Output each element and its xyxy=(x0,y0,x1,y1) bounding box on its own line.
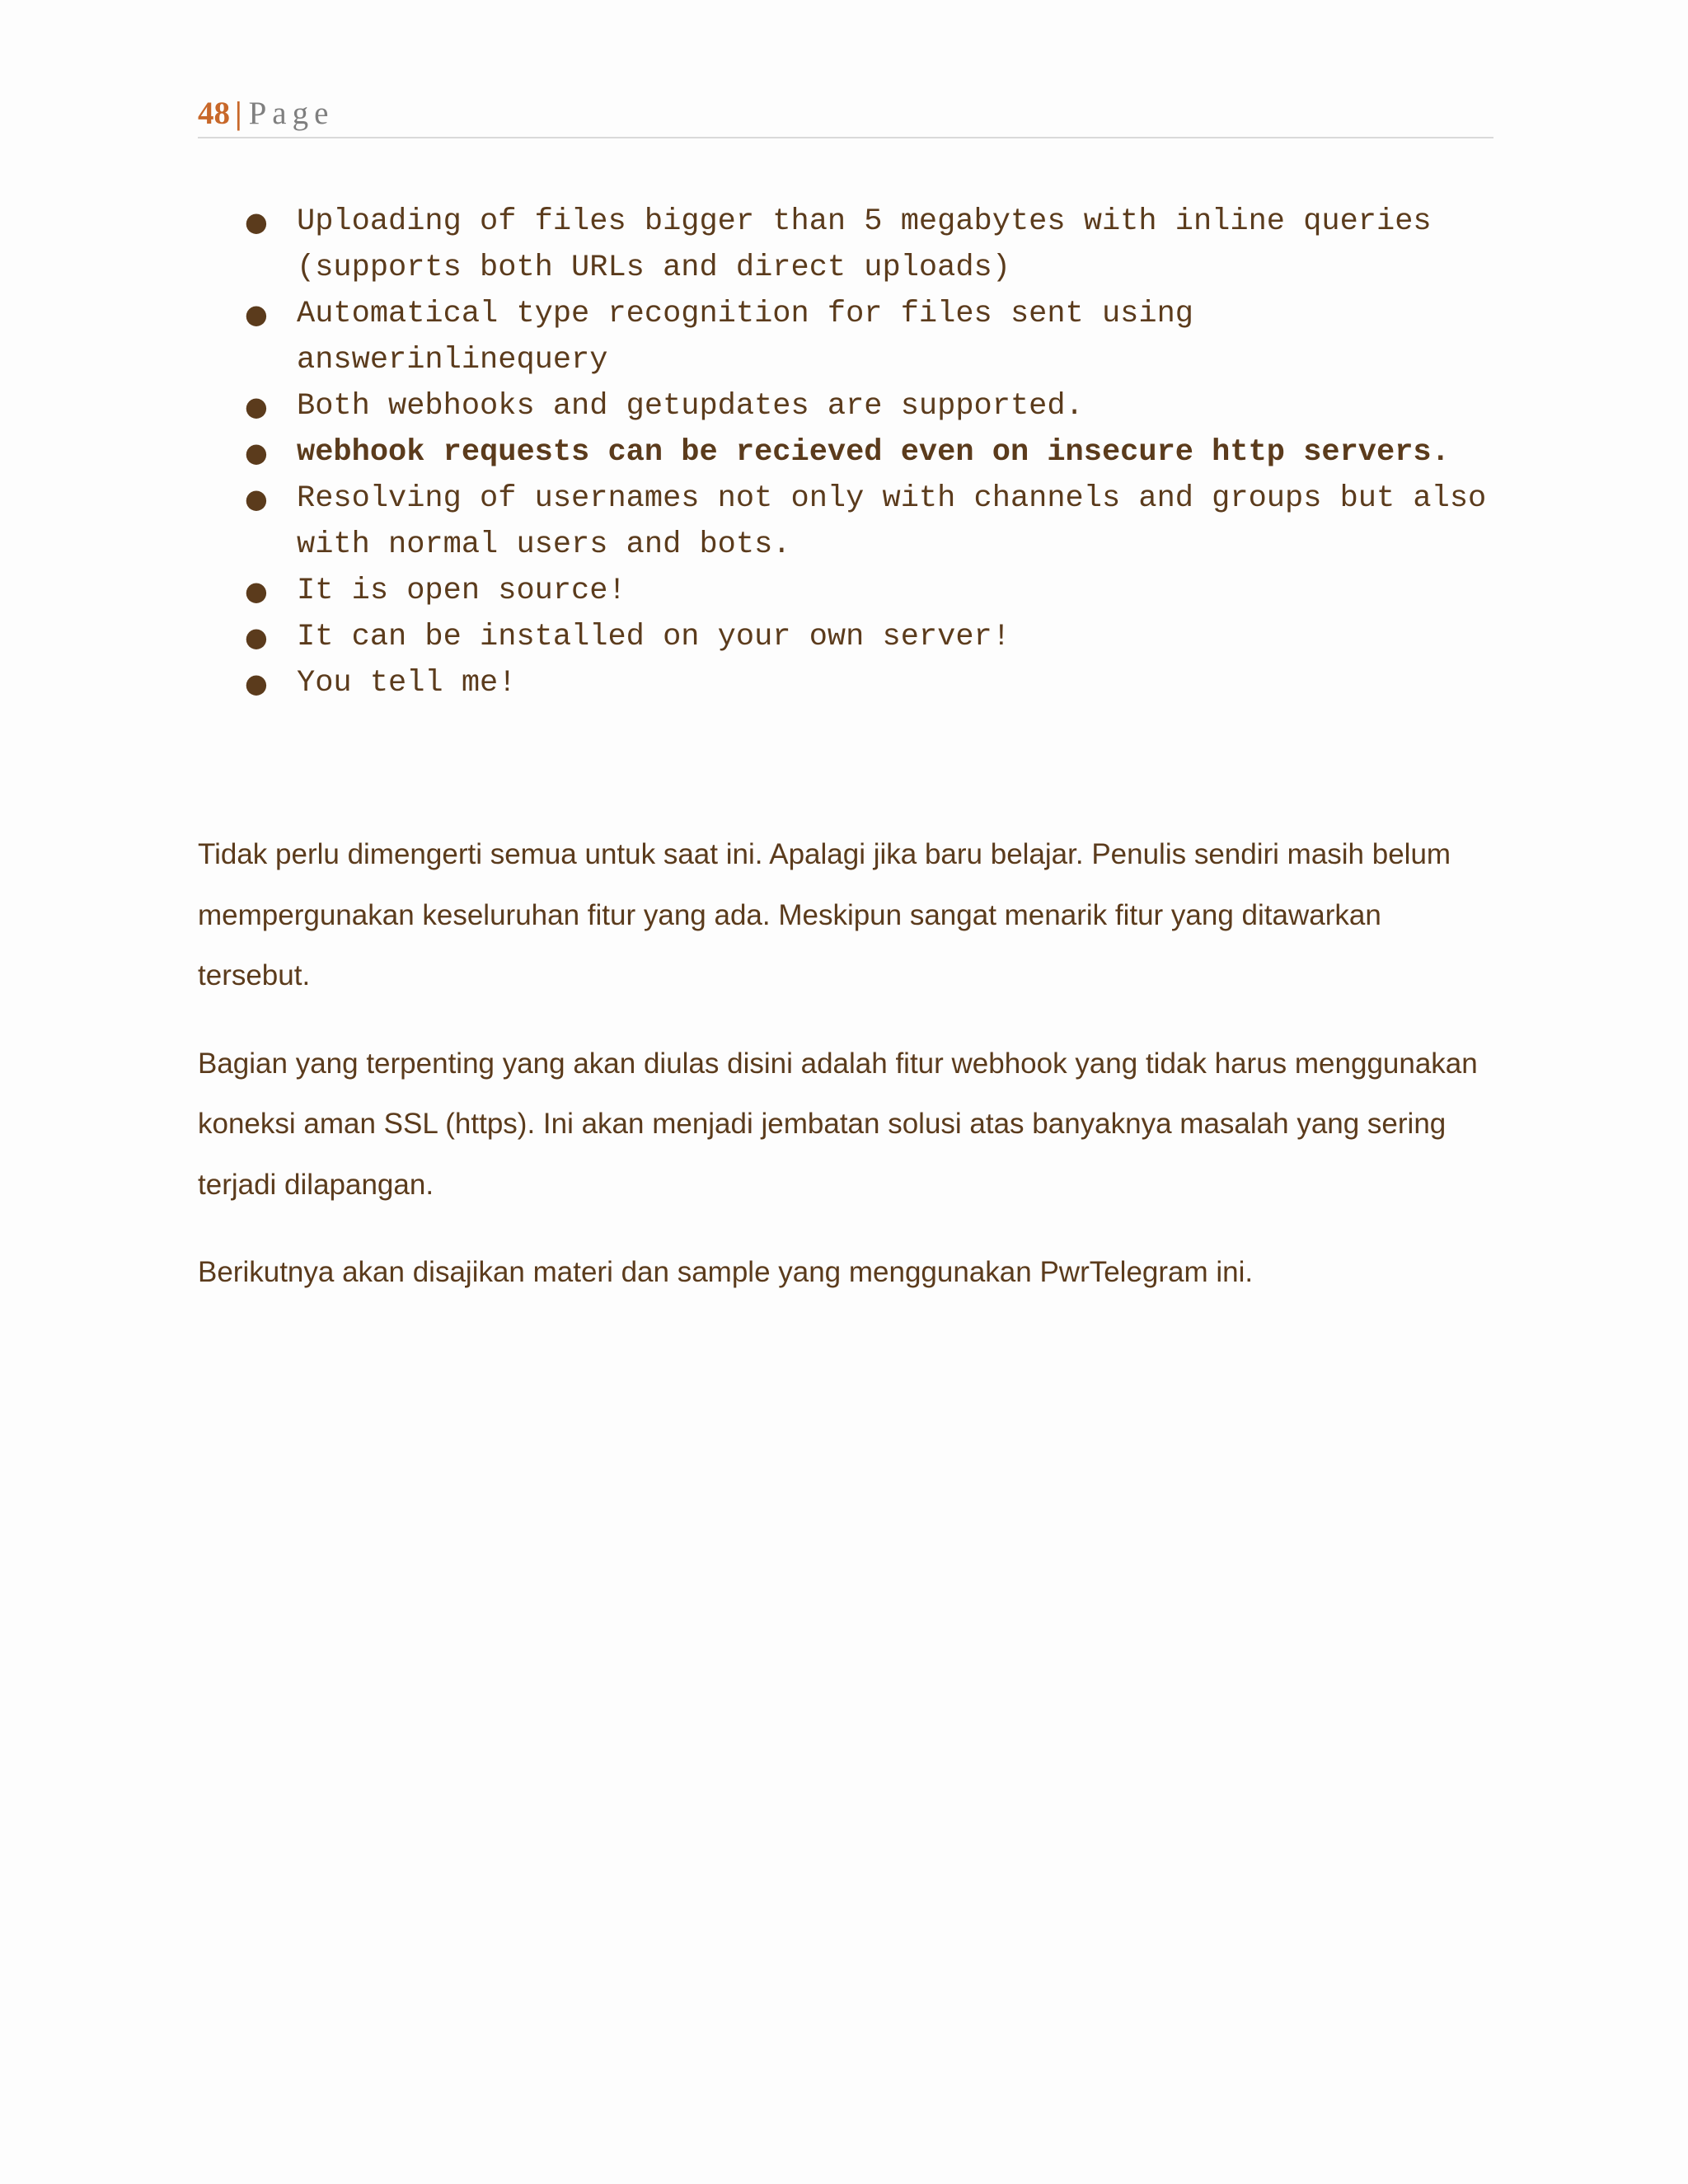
feature-item xyxy=(198,199,1493,291)
bullet-icon: ● xyxy=(245,437,268,468)
paragraph: Bagian yang terpenting yang akan diulas disini adalah fitur webhook yang tidak harus menggunakan koneksi aman SSL (https). Ini akan menjadi jembatan solusi atas banyaknya masalah yang sering terjadi dilapangan. xyxy=(198,1047,1478,1201)
feature-item xyxy=(198,660,1493,706)
bullet-icon: ● xyxy=(245,575,268,607)
feature-text: You tell me! xyxy=(297,666,517,701)
page-header xyxy=(198,91,1493,138)
feature-text: webhook requests can be recieved even on insecure http servers. xyxy=(297,435,1450,470)
feature-text: Automatical type recognition for files sent using answerinlinequery xyxy=(297,297,1193,377)
bullet-icon: ● xyxy=(245,298,268,330)
feature-text: It is open source! xyxy=(297,574,626,608)
feature-text: Both webhooks and getupdates are supported. xyxy=(297,389,1084,424)
feature-item xyxy=(198,429,1493,476)
page-label: Page xyxy=(248,96,335,131)
body-text xyxy=(198,824,1484,1330)
bullet-icon: ● xyxy=(245,621,268,653)
feature-text: It can be installed on your own server! xyxy=(297,620,1010,654)
bullet-icon: ● xyxy=(245,483,268,514)
feature-list xyxy=(198,199,1493,706)
paragraph: Tidak perlu dimengerti semua untuk saat ini. Apalagi jika baru belajar. Penulis sendiri masih belum mempergunakan keseluruhan fitur yang ada. Meskipun sangat menarik fitur yang ditawarkan tersebut. xyxy=(198,838,1451,991)
page-number: 48 xyxy=(198,96,230,131)
feature-item xyxy=(198,476,1493,568)
feature-item xyxy=(198,291,1493,383)
bullet-icon: ● xyxy=(245,206,268,237)
feature-text: Resolving of usernames not only with channels and groups but also with normal users and bots. xyxy=(297,481,1487,562)
paragraph: Berikutnya akan disajikan materi dan sample yang menggunakan PwrTelegram ini. xyxy=(198,1256,1254,1288)
feature-item xyxy=(198,383,1493,429)
feature-item xyxy=(198,614,1493,660)
feature-item xyxy=(198,568,1493,614)
feature-text: Uploading of files bigger than 5 megabytes with inline queries (supports both URLs and direct uploads) xyxy=(297,204,1432,285)
bullet-icon: ● xyxy=(245,391,268,422)
bullet-icon: ● xyxy=(245,668,268,699)
header-separator: | xyxy=(235,96,242,131)
